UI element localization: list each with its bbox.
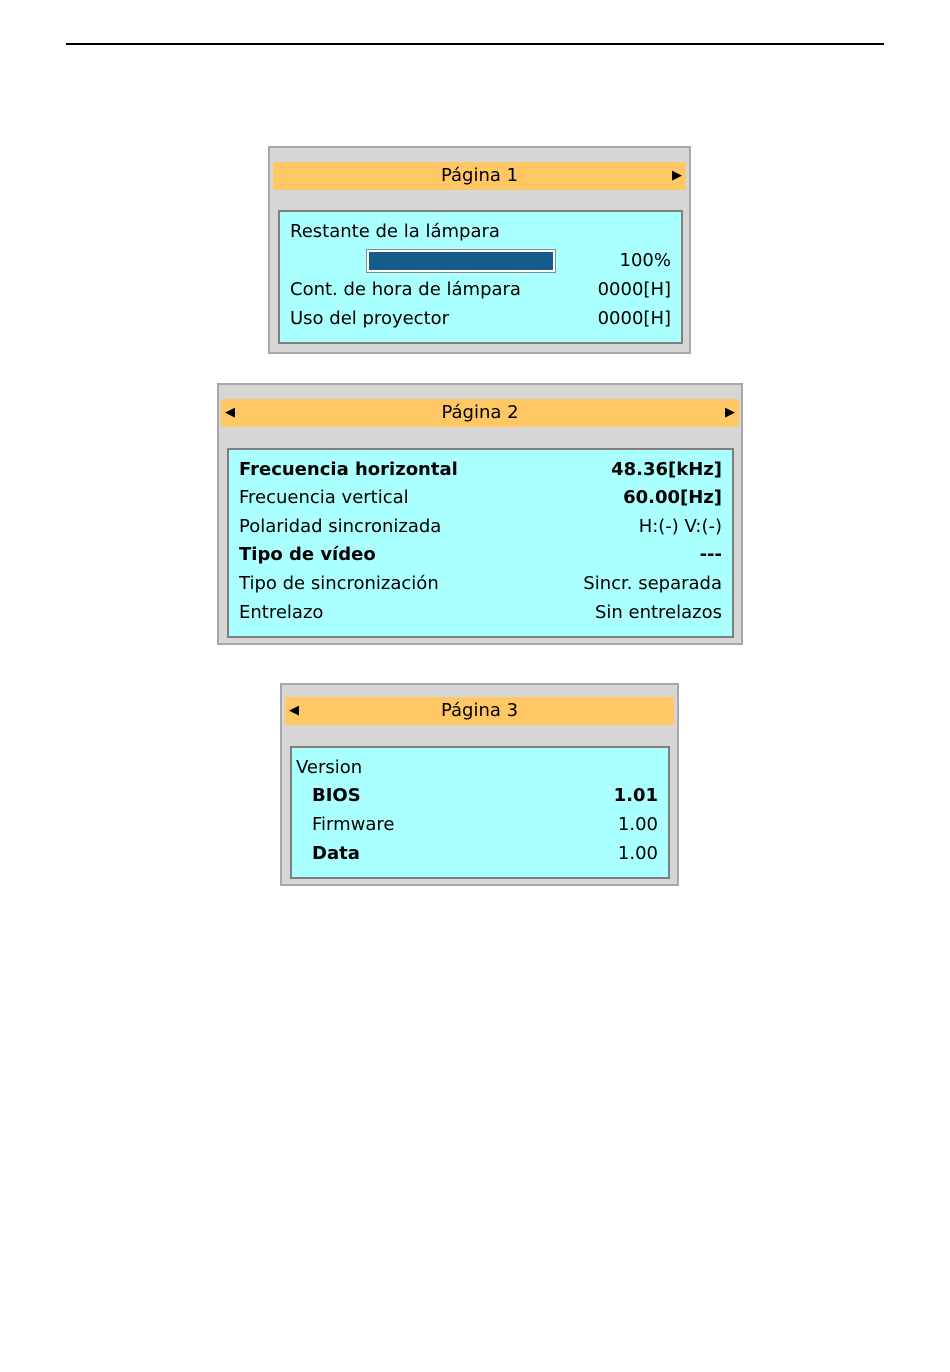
arrow-left-icon[interactable]: ◀ [289,703,299,718]
lamp-remaining-label: Restante de la lámpara [290,221,500,242]
firmware-label: Firmware [312,814,395,835]
video-type-label: Tipo de vídeo [239,544,376,565]
page-2-title: Página 2 [441,402,519,423]
lamp-remaining-value-row [280,247,681,275]
projector-usage-value: 0000[H] [597,308,671,329]
interlace-label: Entrelazo [239,602,324,623]
sync-polarity-value: H:(-) V:(-) [638,516,722,537]
arrow-left-icon[interactable]: ◀ [225,405,235,420]
firmware-value: 1.00 [617,814,658,835]
data-label: Data [312,843,360,864]
info-page-2 [217,383,743,645]
version-row [292,754,668,782]
page-3-title: Página 3 [440,700,519,721]
projector-usage-row [280,305,681,333]
page-1-header [273,162,686,190]
vertical-frequency-row [229,484,732,512]
sync-polarity-row [229,513,732,541]
interlace-row [229,599,732,627]
sync-type-row [229,570,732,598]
arrow-right-icon[interactable]: ▶ [672,168,682,183]
lamp-remaining-row [280,218,681,246]
lamp-hours-value: 0000[H] [597,279,671,300]
horizontal-frequency-value: 48.36[kHz] [611,459,722,480]
horizontal-frequency-label: Frecuencia horizontal [239,459,458,480]
lamp-hours-label: Cont. de hora de lámpara [290,279,521,300]
projector-usage-label: Uso del proyector [290,308,450,329]
bios-row [292,782,668,810]
page-1-title: Página 1 [440,165,519,186]
vertical-frequency-label: Frecuencia vertical [239,487,409,508]
page-2-header [221,399,739,427]
sync-polarity-label: Polaridad sincronizada [239,516,442,537]
sync-type-value: Sincr. separada [583,573,722,594]
info-page-3 [280,683,679,886]
page-2-body [227,448,734,638]
data-value: 1.00 [617,843,658,864]
sync-type-label: Tipo de sincronización [239,573,439,594]
bios-value: 1.01 [613,785,658,806]
page-3-body [290,746,670,879]
top-rule [66,43,884,45]
info-page-1 [268,146,691,354]
video-type-value: --- [699,544,722,565]
version-label: Version [296,757,363,778]
bios-label: BIOS [312,785,361,806]
arrow-right-icon[interactable]: ▶ [725,405,735,420]
page-3-header [285,697,674,725]
data-row [292,840,668,868]
interlace-value: Sin entrelazos [594,602,722,623]
vertical-frequency-value: 60.00[Hz] [623,487,722,508]
video-type-row [229,541,732,569]
lamp-remaining-value: 100% [619,250,671,271]
horizontal-frequency-row [229,456,732,484]
firmware-row [292,811,668,839]
page-1-body [278,210,683,344]
lamp-hours-row [280,276,681,304]
